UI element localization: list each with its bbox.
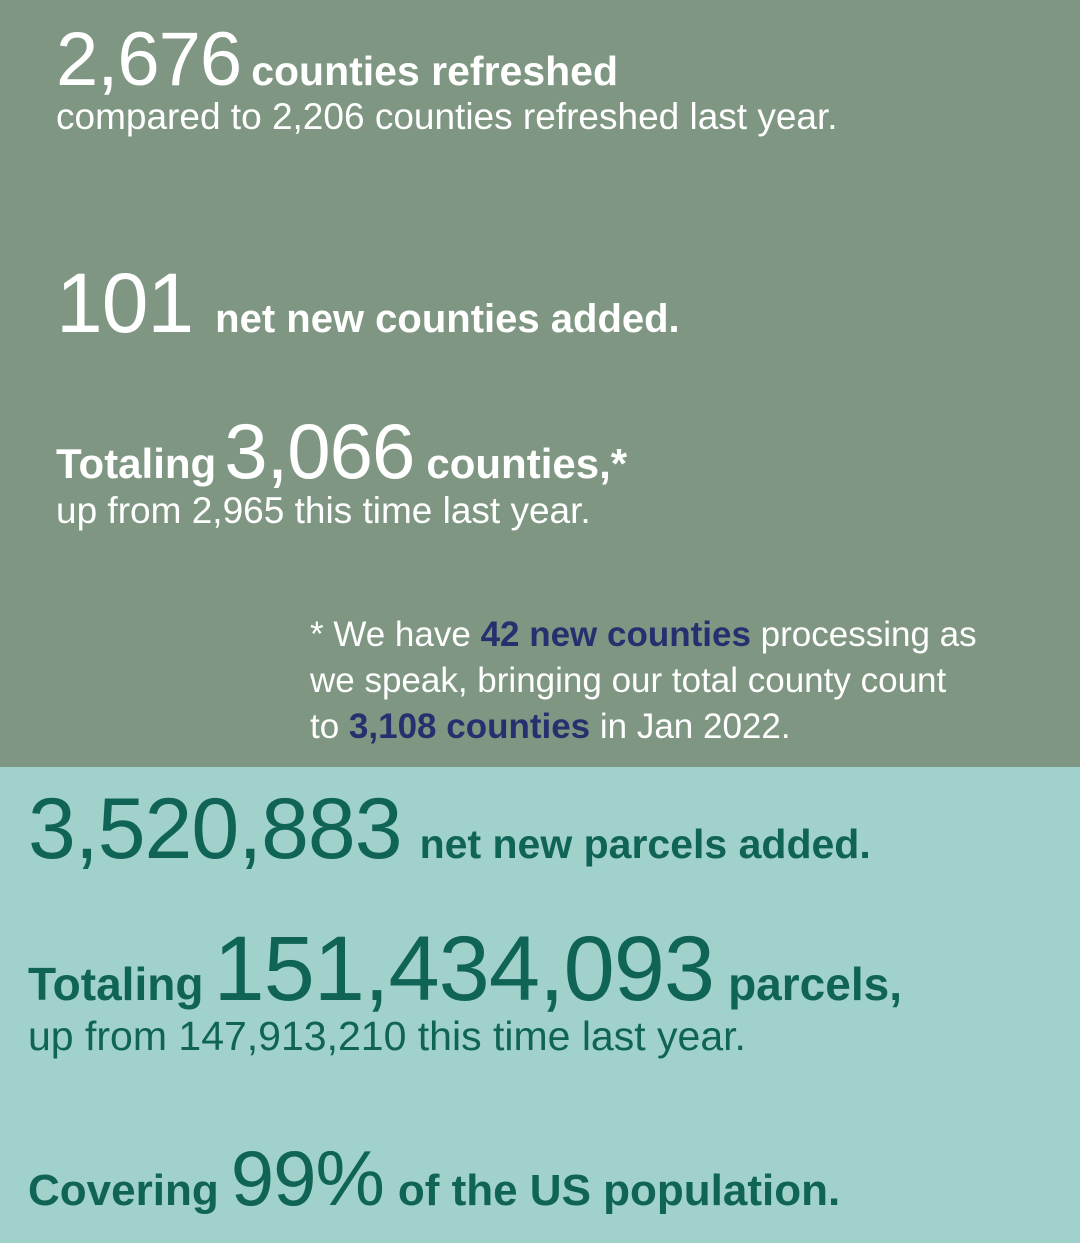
population-coverage-label: of the US population. (397, 1166, 841, 1215)
total-parcels-stat (28, 919, 902, 1057)
counties-refreshed-label: counties refreshed (251, 48, 619, 94)
population-coverage-headline (28, 1135, 840, 1221)
counties-refreshed-headline (56, 18, 838, 102)
net-new-parcels-value: 3,520,883 (28, 781, 402, 877)
net-new-counties-stat (56, 256, 680, 350)
net-new-counties-headline (56, 256, 680, 350)
footnote-line-2: we speak, bringing our total county count (310, 661, 947, 700)
footnote-line-3 (310, 704, 977, 750)
net-new-counties-value: 101 (56, 256, 194, 350)
total-counties-value: 3,066 (224, 407, 415, 495)
population-coverage-prefix: Covering (28, 1166, 219, 1215)
total-parcels-headline (28, 919, 902, 1019)
net-new-parcels-stat (28, 781, 871, 877)
footnote-new-counties-highlight: 42 new counties (480, 615, 751, 654)
population-coverage-value: 99% (230, 1134, 384, 1222)
net-new-parcels-headline (28, 781, 871, 877)
total-parcels-label: parcels, (728, 958, 902, 1010)
counties-refreshed-stat (56, 18, 838, 138)
footnote-line-3-post: in Jan 2022. (590, 707, 791, 746)
total-counties-headline (56, 408, 627, 494)
footnote-line-1-post: processing as (750, 615, 977, 654)
total-parcels-value: 151,434,093 (213, 918, 715, 1020)
county-footnote (310, 612, 977, 750)
total-counties-comparison: up from 2,965 this time last year. (56, 490, 591, 531)
total-counties-stat (56, 408, 627, 532)
total-counties-label: counties,* (426, 440, 628, 487)
net-new-parcels-label: net new parcels added. (419, 821, 871, 867)
population-coverage-stat (28, 1135, 840, 1221)
footnote-line-1 (310, 612, 977, 658)
footnote-line-3-pre: to (310, 707, 349, 746)
parcel-stats-panel (0, 767, 1080, 1243)
total-counties-prefix: Totaling (56, 440, 217, 487)
total-parcels-comparison: up from 147,913,210 this time last year. (28, 1013, 746, 1059)
counties-refreshed-comparison: compared to 2,206 counties refreshed last year. (56, 96, 838, 137)
footnote-line-1-pre: * We have (310, 615, 481, 654)
footnote-total-counties-highlight: 3,108 counties (348, 707, 591, 746)
total-parcels-prefix: Totaling (28, 958, 204, 1010)
counties-refreshed-value: 2,676 (56, 17, 242, 102)
net-new-counties-label: net new counties added. (215, 297, 680, 341)
